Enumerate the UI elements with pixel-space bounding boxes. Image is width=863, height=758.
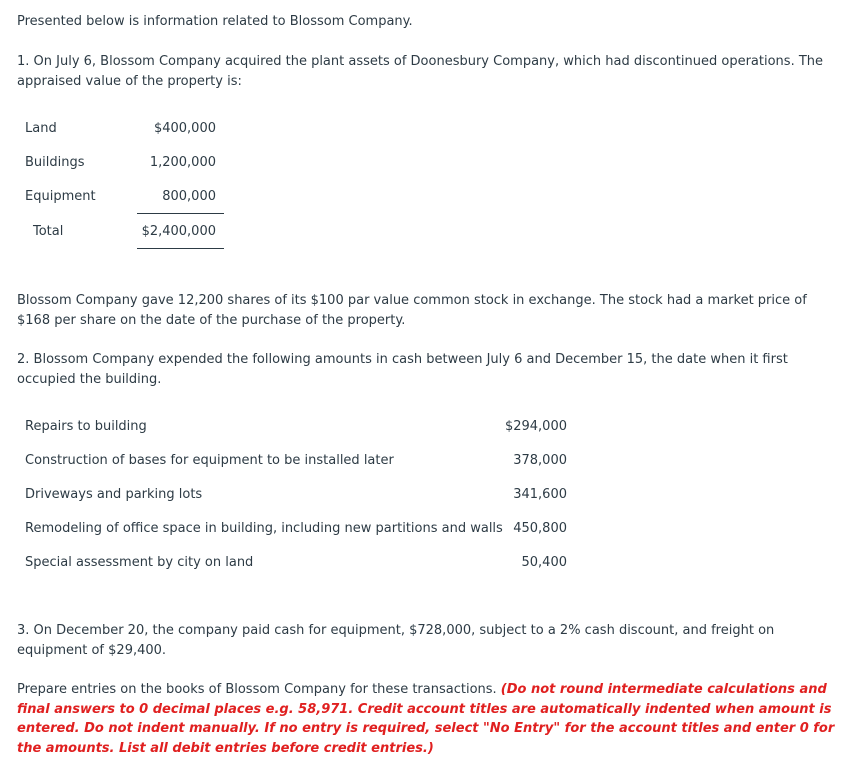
asset-label-land: Land — [25, 121, 57, 136]
expenditure-value-driveways: 341,600 — [513, 487, 567, 502]
total-value: $2,400,000 — [141, 224, 216, 239]
item1-text: 1. On July 6, Blossom Company acquired the plant assets of Doonesbury Company, which had discontinued operations. The appraised value of the property is: — [17, 54, 824, 89]
answer-instructions: (Do not round intermediate calculations and final answers to 0 decimal places e.g. 58,971. Credit account titles are automatically indented when amount is entered. Do not indent manually. If no entry is required, select "No Entry" for the account titles and enter 0 for the amounts. List all debit entries before credit entries.) — [17, 682, 835, 756]
expenditure-label-bases: Construction of bases for equipment to be installed later — [25, 453, 394, 468]
intro-text: Presented below is information related to Blossom Company. — [17, 14, 413, 29]
expenditure-label-repairs: Repairs to building — [25, 419, 147, 434]
asset-value-equipment: 800,000 — [162, 189, 216, 204]
expenditure-label-assessment: Special assessment by city on land — [25, 555, 254, 570]
asset-label-buildings: Buildings — [25, 155, 85, 170]
total-label: Total — [33, 224, 64, 239]
expenditure-value-assessment: 50,400 — [521, 555, 567, 570]
prepare-entries-lead: Prepare entries on the books of Blossom Company for these transactions. — [17, 682, 501, 697]
prepare-entries-text — [17, 680, 847, 758]
asset-label-equipment: Equipment — [25, 189, 96, 204]
expenditure-value-repairs: $294,000 — [504, 419, 567, 434]
expenditure-label-remodeling: Remodeling of office space in building, including new partitions and walls — [25, 521, 503, 536]
item2-text: 2. Blossom Company expended the following amounts in cash between July 6 and December 15, the date when it first occupied the building. — [17, 352, 788, 387]
stock-exchange-text: Blossom Company gave 12,200 shares of its $100 par value common stock in exchange. The stock had a market price of $168 per share on the date of the purchase of the property. — [17, 293, 807, 328]
total-rule — [137, 248, 224, 249]
subtotal-rule — [137, 213, 224, 214]
expenditure-label-driveways: Driveways and parking lots — [25, 487, 203, 502]
asset-value-buildings: 1,200,000 — [149, 155, 216, 170]
asset-value-land: $400,000 — [153, 121, 216, 136]
item3-text: 3. On December 20, the company paid cash for equipment, $728,000, subject to a 2% cash discount, and freight on equipment of $29,400. — [17, 623, 775, 658]
expenditure-value-bases: 378,000 — [513, 453, 567, 468]
expenditure-value-remodeling: 450,800 — [513, 521, 567, 536]
